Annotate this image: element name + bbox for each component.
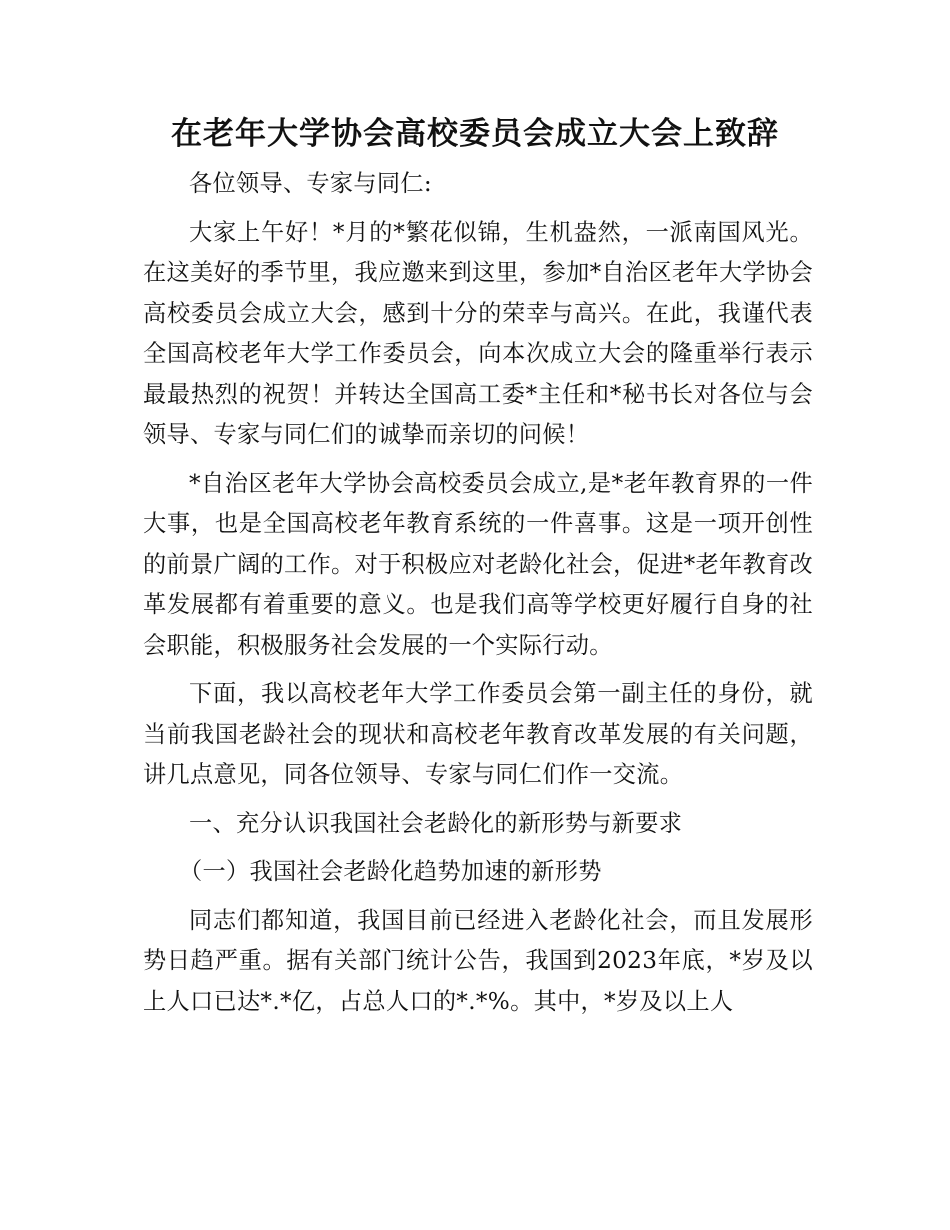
- paragraph-opening: 大家上午好！*月的*繁花似锦，生机盎然，一派南国风光。在这美好的季节里，我应邀来到这里，参加*自治区老年大学协会高校委员会成立大会，感到十分的荣幸与高兴。在此，我谨代表全国高校老年大学工作委员会，向本次成立大会的隆重举行表示最最热烈的祝贺！并转达全国高工委*主任和*秘书长对各位与会领导、专家与同仁们的诚挚而亲切的问候！: [143, 218, 813, 448]
- paragraph-significance: *自治区老年大学协会高校委员会成立,是*老年教育界的一件大事，也是全国高校老年教育系统的一件喜事。这是一项开创性的前景广阔的工作。对于积极应对老龄化社会，促进*老年教育改革发展都有着重要的意义。也是我们高等学校更好履行自身的社会职能，积极服务社会发展的一个实际行动。: [143, 469, 813, 659]
- document-body: [143, 164, 813, 1022]
- salutation: 各位领导、专家与同仁:: [189, 170, 432, 197]
- paragraph-statistics: 同志们都知道，我国目前已经进入老龄化社会，而且发展形势日趋严重。据有关部门统计公告，我国到2023年底，*岁及以上人口已达*.*亿，占总人口的*.*%。其中，*岁及以上人: [143, 906, 813, 1015]
- document-title: 在老年大学协会高校委员会成立大会上致辞: [171, 116, 779, 152]
- subsection-heading: （一）我国社会老龄化趋势加速的新形势: [179, 858, 602, 885]
- paragraph-introduction: 下面，我以高校老年大学工作委员会第一副主任的身份，就当前我国老龄社会的现状和高校老年教育改革发展的有关问题，讲几点意见，同各位领导、专家与同仁们作一交流。: [143, 680, 813, 788]
- section-heading: 一、充分认识我国社会老龄化的新形势与新要求: [189, 809, 683, 837]
